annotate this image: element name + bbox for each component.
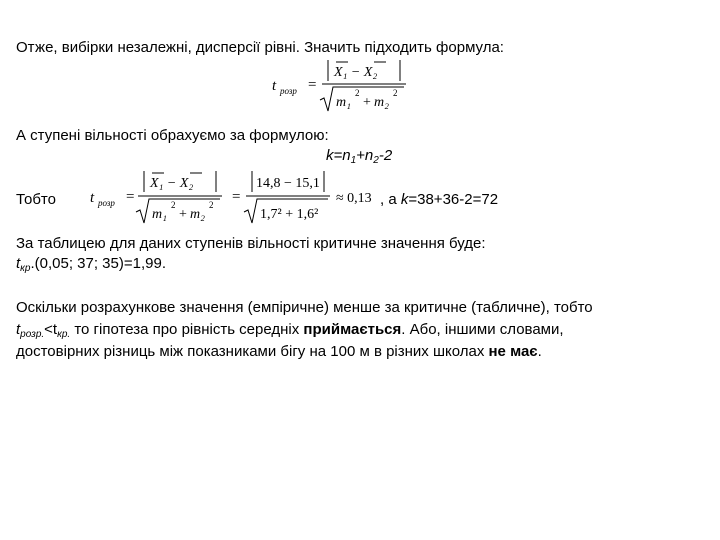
conclusion-line-1: Оскільки розрахункове значення (емпіричне) менше за критичне (табличне), тобто bbox=[16, 299, 593, 316]
formula-numerator: X₁ − X₂ bbox=[334, 65, 378, 80]
calc-numerator-symbolic: X₁ − X₂ bbox=[150, 176, 194, 191]
svg-text:t: t bbox=[90, 190, 95, 206]
formula-lhs: t bbox=[272, 78, 277, 94]
calc-numerator-numeric: 14,8 − 15,1 bbox=[256, 176, 320, 191]
svg-text:2: 2 bbox=[209, 200, 214, 210]
svg-text:+: + bbox=[179, 207, 187, 222]
svg-text:=: = bbox=[126, 189, 135, 205]
table-line: За таблицею для даних ступенів вільності критичне значення буде: bbox=[16, 235, 486, 252]
conclusion-line-2: $t_{розр.}<t_{кр.}$ то гіпотеза про рівність середніх приймається. Або, іншими словами, bbox=[16, 321, 564, 340]
formula-eq: = bbox=[308, 77, 317, 93]
k-result: , а k=38+36-2=72 bbox=[380, 191, 499, 208]
formula-den-b: m₂ bbox=[374, 95, 389, 110]
k-formula: $k=n_1+n_2-2$ bbox=[326, 147, 393, 166]
svg-text:2: 2 bbox=[393, 88, 398, 98]
svg-text:=: = bbox=[232, 189, 241, 205]
tobto-label: Тобто bbox=[16, 191, 56, 208]
df-line: А ступені вільності обрахуємо за формулою: bbox=[16, 127, 329, 144]
svg-text:2: 2 bbox=[171, 200, 176, 210]
formula-lhs-sub: розр bbox=[280, 86, 297, 96]
svg-text:2: 2 bbox=[355, 88, 360, 98]
calc-denominator-numeric: 1,7² + 1,6² bbox=[260, 207, 319, 222]
calc-result: ≈ 0,13 bbox=[336, 191, 372, 206]
t-critical: $t_{кр}.(0,05$; 37; 35)=1,99. bbox=[16, 255, 166, 274]
t-calculation bbox=[88, 166, 388, 233]
conclusion-line-3: достовірних різниць між показниками бігу на 100 м в різних школах не має. bbox=[16, 343, 542, 360]
t-formula bbox=[270, 56, 410, 119]
svg-text:+: + bbox=[363, 95, 371, 110]
svg-text:m₂: m₂ bbox=[190, 207, 205, 222]
formula-den-a: m₁ bbox=[336, 95, 351, 110]
svg-text:m₁: m₁ bbox=[152, 207, 167, 222]
intro-line: Отже, вибірки незалежні, дисперсії рівні. Значить підходить формула: bbox=[16, 39, 504, 56]
svg-text:розр: розр bbox=[98, 198, 115, 208]
